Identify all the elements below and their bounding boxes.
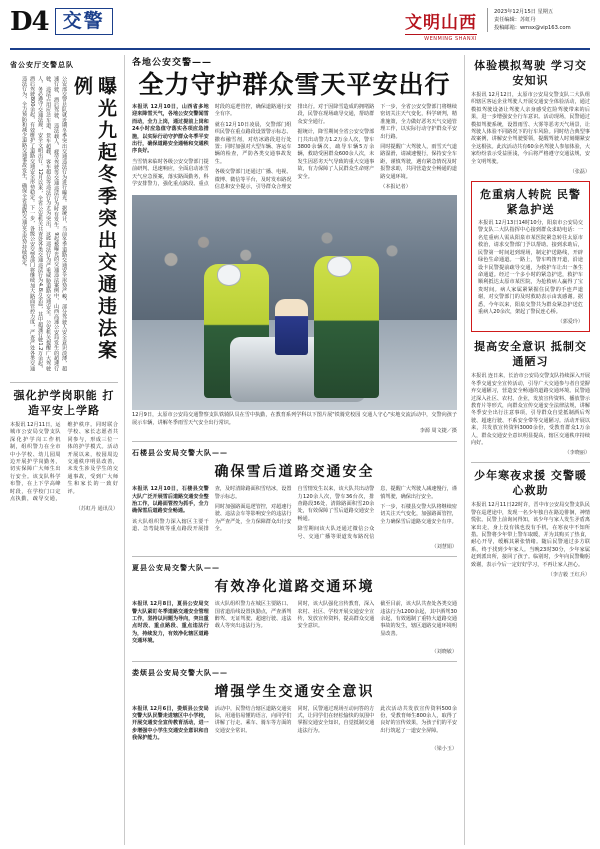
lead-para: （本报记者） (380, 184, 411, 191)
right-article-4-body: 本报讯 12月11日22时许，晋中市公安局交警支队民警在巡逻途中，发现一名少年独自在路边徘徊，神情慌张。民警上前询问得知，该少年与家人发生矛盾离家出走，身上没有钱也没有手机，在寒夜中不知所措。民警将少年带上警车取暖，并为其购买了热食，耐心开导，缓解其紧张情绪。随后民警通过多方联系，终于找到少年家人。当晚23时30分，少年家属赶到派出所，接回了孩子。临别时，少年向民警鞠躬致谢，表示今后一定好好学习，不再让家人担心。 (471, 502, 590, 568)
photo-child (275, 299, 308, 355)
left-feature-text: 公安部交警总队就近期冬季突出交通违法行为进行曝光。据统计，当前冬季道路交通安全形势严峻，部分驾驶人安全意识淡薄，超速行驶、酒后驾驶、违法载人、疲劳驾驶等交通违法行为时有发生。9起被曝光的交通违法案例中，山西高速公安局发生的超速行驶、违法占用应急车道、货车超载、客车超员等违法行为尤为突出，这些违法行为严重威胁道路交通安全。公安机关提醒广大驾驶人，务必遵守交通法规，安全文明出行。12月以来，全省公安机关共查处各类交通违法行为4.8万余起，其中超速行驶1.2万余起，酒后驾驶800余起，有效维护了道路交通安全形势稳定。下一步，各级公安交警部门将继续加大路面管控力度，严查严处各类交通违法行为，全力预防和减少道路交通事故发生，确保全省道路交通安全形势持续稳定。 (21, 76, 67, 371)
paragraph: 此次活动共发放宣传资料500余份，受教育师生800余人，取得了良好的宣传效果，为孩子们的平安出行筑起了一道安全屏障。 (380, 705, 457, 734)
lead-headline: 全力守护群众雪天平安出行 (138, 70, 451, 99)
left-feature (10, 76, 118, 376)
right-article-1 (471, 58, 590, 175)
lead-para: 同时提醒广大驾驶人，雨雪天气道路湿滑，请减速慢行，保持安全车距，谨慎驾驶，遇有紧急情况及时报警求助，共同营造安全畅通的道路交通环境。 (380, 144, 457, 180)
mid-article-1-body (132, 486, 457, 541)
right-article-2-credit: （郭爱玲） (557, 319, 583, 326)
editor-line: 责任编辑：苏虹丹 (494, 17, 536, 23)
right-article-4 (471, 468, 590, 578)
photo-caption-text: 12月9日，太原市公安局交通警察支队铁骑队员在雪中执勤，在教育系列学科以下图片展"铁骑党校园 交通人守心"实地交流活动中，交警向孩子展示车辆，讲解冬季雨雪天气安全出行常识。 (132, 412, 457, 427)
left-feature-org: 省公安厅交警总队 (10, 61, 74, 69)
photo-credit: 李源 周文捷／摄 (419, 427, 457, 434)
left-sub-text: 本报讯 12月11日，运城市公安局交警支队深化护学岗工作机制，组织警力在全市中小学校、幼儿园周边开展护学岗勤务，切实保障广大师生出行安全。该支队科学布警，在上下学高峰时段，在学校门口定点执勤，疏导交通，维护秩序。同时联合学校、家长志愿者共同参与，形成三位一体的护学模式。活动开展以来，校园周边交通秩序明显改善，未发生涉及学生的交通事故，受到广大师生和家长的一致好评。 (10, 422, 118, 503)
divider (132, 441, 457, 442)
paragraph: 活动中，民警结合辖区道路交通实际，用通俗易懂的语言，向同学们讲解了行走、乘车、骑车等方面的交通安全常识。 (214, 705, 292, 734)
mid-article-1-credit: （刘慧娟） (431, 544, 457, 551)
paragraph: 自雪情发生以来，该大队共出动警力120余人次，警车36台次，排查路段36处，清除路面积雪20余处，有效保障了雪后道路交通安全畅通。 (297, 486, 375, 522)
right-article-2-body: 本报讯 12月13日14时10分，阳泉市公安局交警支队二大队指挥中心接到群众求助电话：一名危重病人需从阳泉市某医院紧急转往太原市救治，请求交警部门予以帮助。接到求助后，民警第一时间赶到现场，制定护送路线，开辟绿色生命通道。一路上，警车鸣笛开道，沿途设卡民警提前疏导交通，为救护车让出一条生命通道。经过一个多小时的紧急护送，救护车顺利抵达太原市某医院，为抢救病人赢得了宝贵时间。病人家属紧紧握住民警的手连声道谢，对交警部门的及时救助表示由衷感谢。据悉，今年以来，阳泉交警共为群众紧急护送危重病人20余次，架起了警民连心桥。 (478, 220, 583, 315)
brand-name: 文明山西 (405, 8, 477, 35)
mid-article-1 (132, 448, 457, 550)
lead-para: 据统计，降雪期间全省公安交警部门共出动警力1.2万余人次，警车3800余辆次，疏导车辆5万余辆，救助受困群众600余人次，未发生因恶劣天气导致的重大交通事故，有力保障了人民群众生命财产安全。 (297, 129, 375, 180)
paragraph: 降雪期间该大队还通过微信公众号、交通广播等渠道发布路况信息，提醒广大驾驶人减速慢行，谨慎驾驶，确保出行安全。 (297, 486, 457, 540)
page-number: D4 (10, 7, 49, 37)
lead-para: 下一步，全省公安交警部门将继续密切关注天气变化，科学研判，精准施策，全力做好恶劣天气交通管理工作，以实际行动守护群众平安出行路。 (380, 104, 457, 140)
photo-officer (314, 256, 379, 398)
mid-article-2-headline: 有效净化道路交通环境 (214, 579, 375, 596)
column-left (10, 55, 125, 845)
divider (132, 661, 457, 662)
divider (132, 556, 457, 557)
mid-article-2-credit: （刘晓敏） (431, 648, 457, 655)
right-article-3 (471, 339, 590, 456)
photo-helmet (217, 264, 242, 285)
left-feature-title: 曝光九起冬季突出交通违法案例 (71, 76, 117, 362)
right-article-4-credit: （李吉毅 王红兵） (547, 572, 590, 579)
brand-subtitle: WENMING SHANXI (424, 36, 477, 42)
page-body (10, 55, 590, 845)
paragraph: 本报讯 12月10日，石楼县交警大队广泛开展雪后道路交通安全整治工作，以路面管控为抓手，全力确保雪后道路安全畅通。 (132, 486, 209, 515)
photo-helmet (327, 256, 352, 277)
masthead (10, 8, 590, 50)
news-photo (132, 195, 457, 410)
masthead-meta (487, 8, 590, 32)
paragraph: 该大队组织警力在城区主要路口、国省道沿线设置执勤点，严查酒驾醉驾、无证驾驶、超速行驶、违法载人等突出违法行为。 (214, 601, 292, 630)
column-right (465, 55, 590, 845)
divider (471, 462, 590, 463)
right-article-3-body: 本报讯 连日来，长治市公安局交警支队持续深入开展冬季交通安全宣传活动，引导广大交通参与者自觉摒弃交通陋习，营造安全畅通的道路交通环境。民警通过深入社区、农村、企业，发放宣传资料、播放警示教育片等形式，向群众宣传交通安全法律法规，讲解冬季安全出行注意事项，引导群众自觉抵制酒后驾驶、超速行驶、不系安全带等交通陋习。活动开展以来，共发放宣传资料3000余份，受教育群众1万余人，群众交通安全意识明显提高，辖区交通秩序持续向好。 (471, 373, 590, 446)
right-article-2-headline: 危重病人转院 民警紧急护送 (480, 188, 581, 217)
paragraph: 该大队组织警力深入辖区主要干道、急弯陡坡等重点路段开展排查，及时清除路面积雪结冰，设置警示标志。 (132, 486, 292, 533)
left-sub-headline: 强化护学岗职能 打造平安上学路 (13, 389, 115, 417)
right-article-3-credit: （李晓丽） (564, 450, 590, 457)
mid-article-2 (132, 563, 457, 654)
right-article-1-credit: （张磊） (569, 169, 590, 176)
right-article-2-boxed (471, 181, 590, 332)
mid-article-3-dept: 娄烦县公安局交警大队—— (132, 668, 228, 677)
mid-article-3-body (132, 706, 457, 743)
photo-caption (132, 412, 457, 435)
lead-kicker: 各地公安交警—— (132, 58, 213, 68)
mid-article-3-credit: （梁小玉） (431, 745, 457, 752)
column-middle (125, 55, 465, 845)
mid-article-2-body (132, 601, 457, 645)
mid-article-3-headline: 增强学生交通安全意识 (214, 683, 375, 700)
divider (10, 382, 118, 383)
right-article-1-body: 本报讯 12月12日，太原市公安局交警支队二大队组织辖区客运企业驾驶人开展交通安全体验活动，通过模拟驾驶设备让驾驶人亲身感受危险驾驶带来的后果，进一步增强安全行车意识。活动现场，民警通过模拟驾驶系统，设置雨雪、大雾等恶劣天气场景，让驾驶人体验不同路况下的行车风险。同时结合典型事故案例，讲解安全驾驶要领，提醒驾驶人时刻绷紧安全这根弦。此次活动共有60余名驾驶人参加体验，大家纷纷表示受益匪浅，今后将严格遵守交通法规，安全文明驾驶。 (471, 92, 590, 165)
right-article-1-headline: 体验模拟驾驶 学习交安知识 (474, 59, 587, 87)
lead-para: 本报讯 12月10日，山西省多地迎来降雪天气，各地公安交警闻雪而动，全力上岗，通过提前上岗和24小时应急值守落实各项应急措施，以实际行动守护群众冬季平安出行，确保道路安全通畅和交通秩序良好。 (132, 104, 209, 155)
paragraph: 本报讯 12月6日，娄烦县公安局交警大队民警走进辖区中小学校，开展交通安全宣传教育活动，进一步增强中小学生交通安全意识和自我保护能力。 (132, 705, 209, 742)
right-article-4-headline: 少年寒夜求援 交警暖心救助 (474, 469, 587, 498)
mid-article-1-dept: 石楼县公安局交警大队—— (132, 449, 228, 458)
issue-date: 2023年12月15日 星期五 (494, 9, 554, 15)
lead-para: 就在12月10日凌晨，交警部门组织民警在重点路段设置警示标志、撒布融雪剂，对结冰路段进行处置；同时加强对大型车辆、客运车辆的检查，严防各类交通事故发生。 (214, 121, 292, 165)
paragraph: 同时加强路面巡逻管控，对超速行驶、违法会车等影响安全的违法行为严查严处，全力保障群众出行安全。 (214, 504, 292, 533)
paragraph: 下一步，石楼县交警大队将继续密切关注天气变化，加强路面管控，全力确保雪后道路交通安全有序。 (380, 504, 457, 525)
brand (405, 8, 477, 42)
mid-article-1-headline: 确保雪后道路交通安全 (214, 464, 375, 481)
section-label: 交警 (55, 8, 113, 35)
mid-article-2-dept: 夏县公安局交警大队—— (132, 564, 220, 573)
paragraph: 同时，民警通过现场互动问答的方式，让同学们在轻松愉快的氛围中掌握交通安全知识，自觉抵制交通违法行为。 (297, 705, 375, 734)
right-article-3-headline: 提高安全意识 抵制交通陋习 (474, 340, 587, 369)
paragraph: 本报讯 12月8日，夏县公安局交警大队紧盯冬季道路交通安全管理工作，坚持以问题为导向，突出重点时段、重点路段、重点违法行为，持续发力，有效净化辖区道路交通环境。 (132, 601, 209, 645)
submission-email: 投稿邮箱：wmsx@vip163.com (494, 25, 571, 31)
left-credit: （苏虹丹 通讯员） (75, 506, 118, 513)
lead-para: 各级交警部门还通过广播、电视、微博、微信等平台，及时发布路况信息和安全提示，引导群众合理安排出行。对于因降雪造成的拥堵路段，民警在现场疏导交通，帮助群众安全通行。 (214, 104, 375, 191)
paragraph: 截至目前，该大队共查处各类交通违法行为1200余起，其中酒驾30余起，有效遏制了重特大道路交通事故的发生，辖区道路交通环境明显改善。 (380, 601, 457, 637)
paragraph: 同时，该大队强化宣传教育，深入农村、社区、学校开展交通安全宣传，发放宣传资料，提高群众交通安全意识。 (297, 601, 375, 630)
lead-body (132, 104, 457, 191)
lead-para: 当雪情来临时各级公安交警部门提前研判、迅速响应，全面启动冰雪天气应急预案，落实路面勤务，科学安排警力，强化重点路段、重点时段的巡逻管控，确保道路通行安全有序。 (132, 104, 292, 188)
mid-article-3 (132, 668, 457, 752)
